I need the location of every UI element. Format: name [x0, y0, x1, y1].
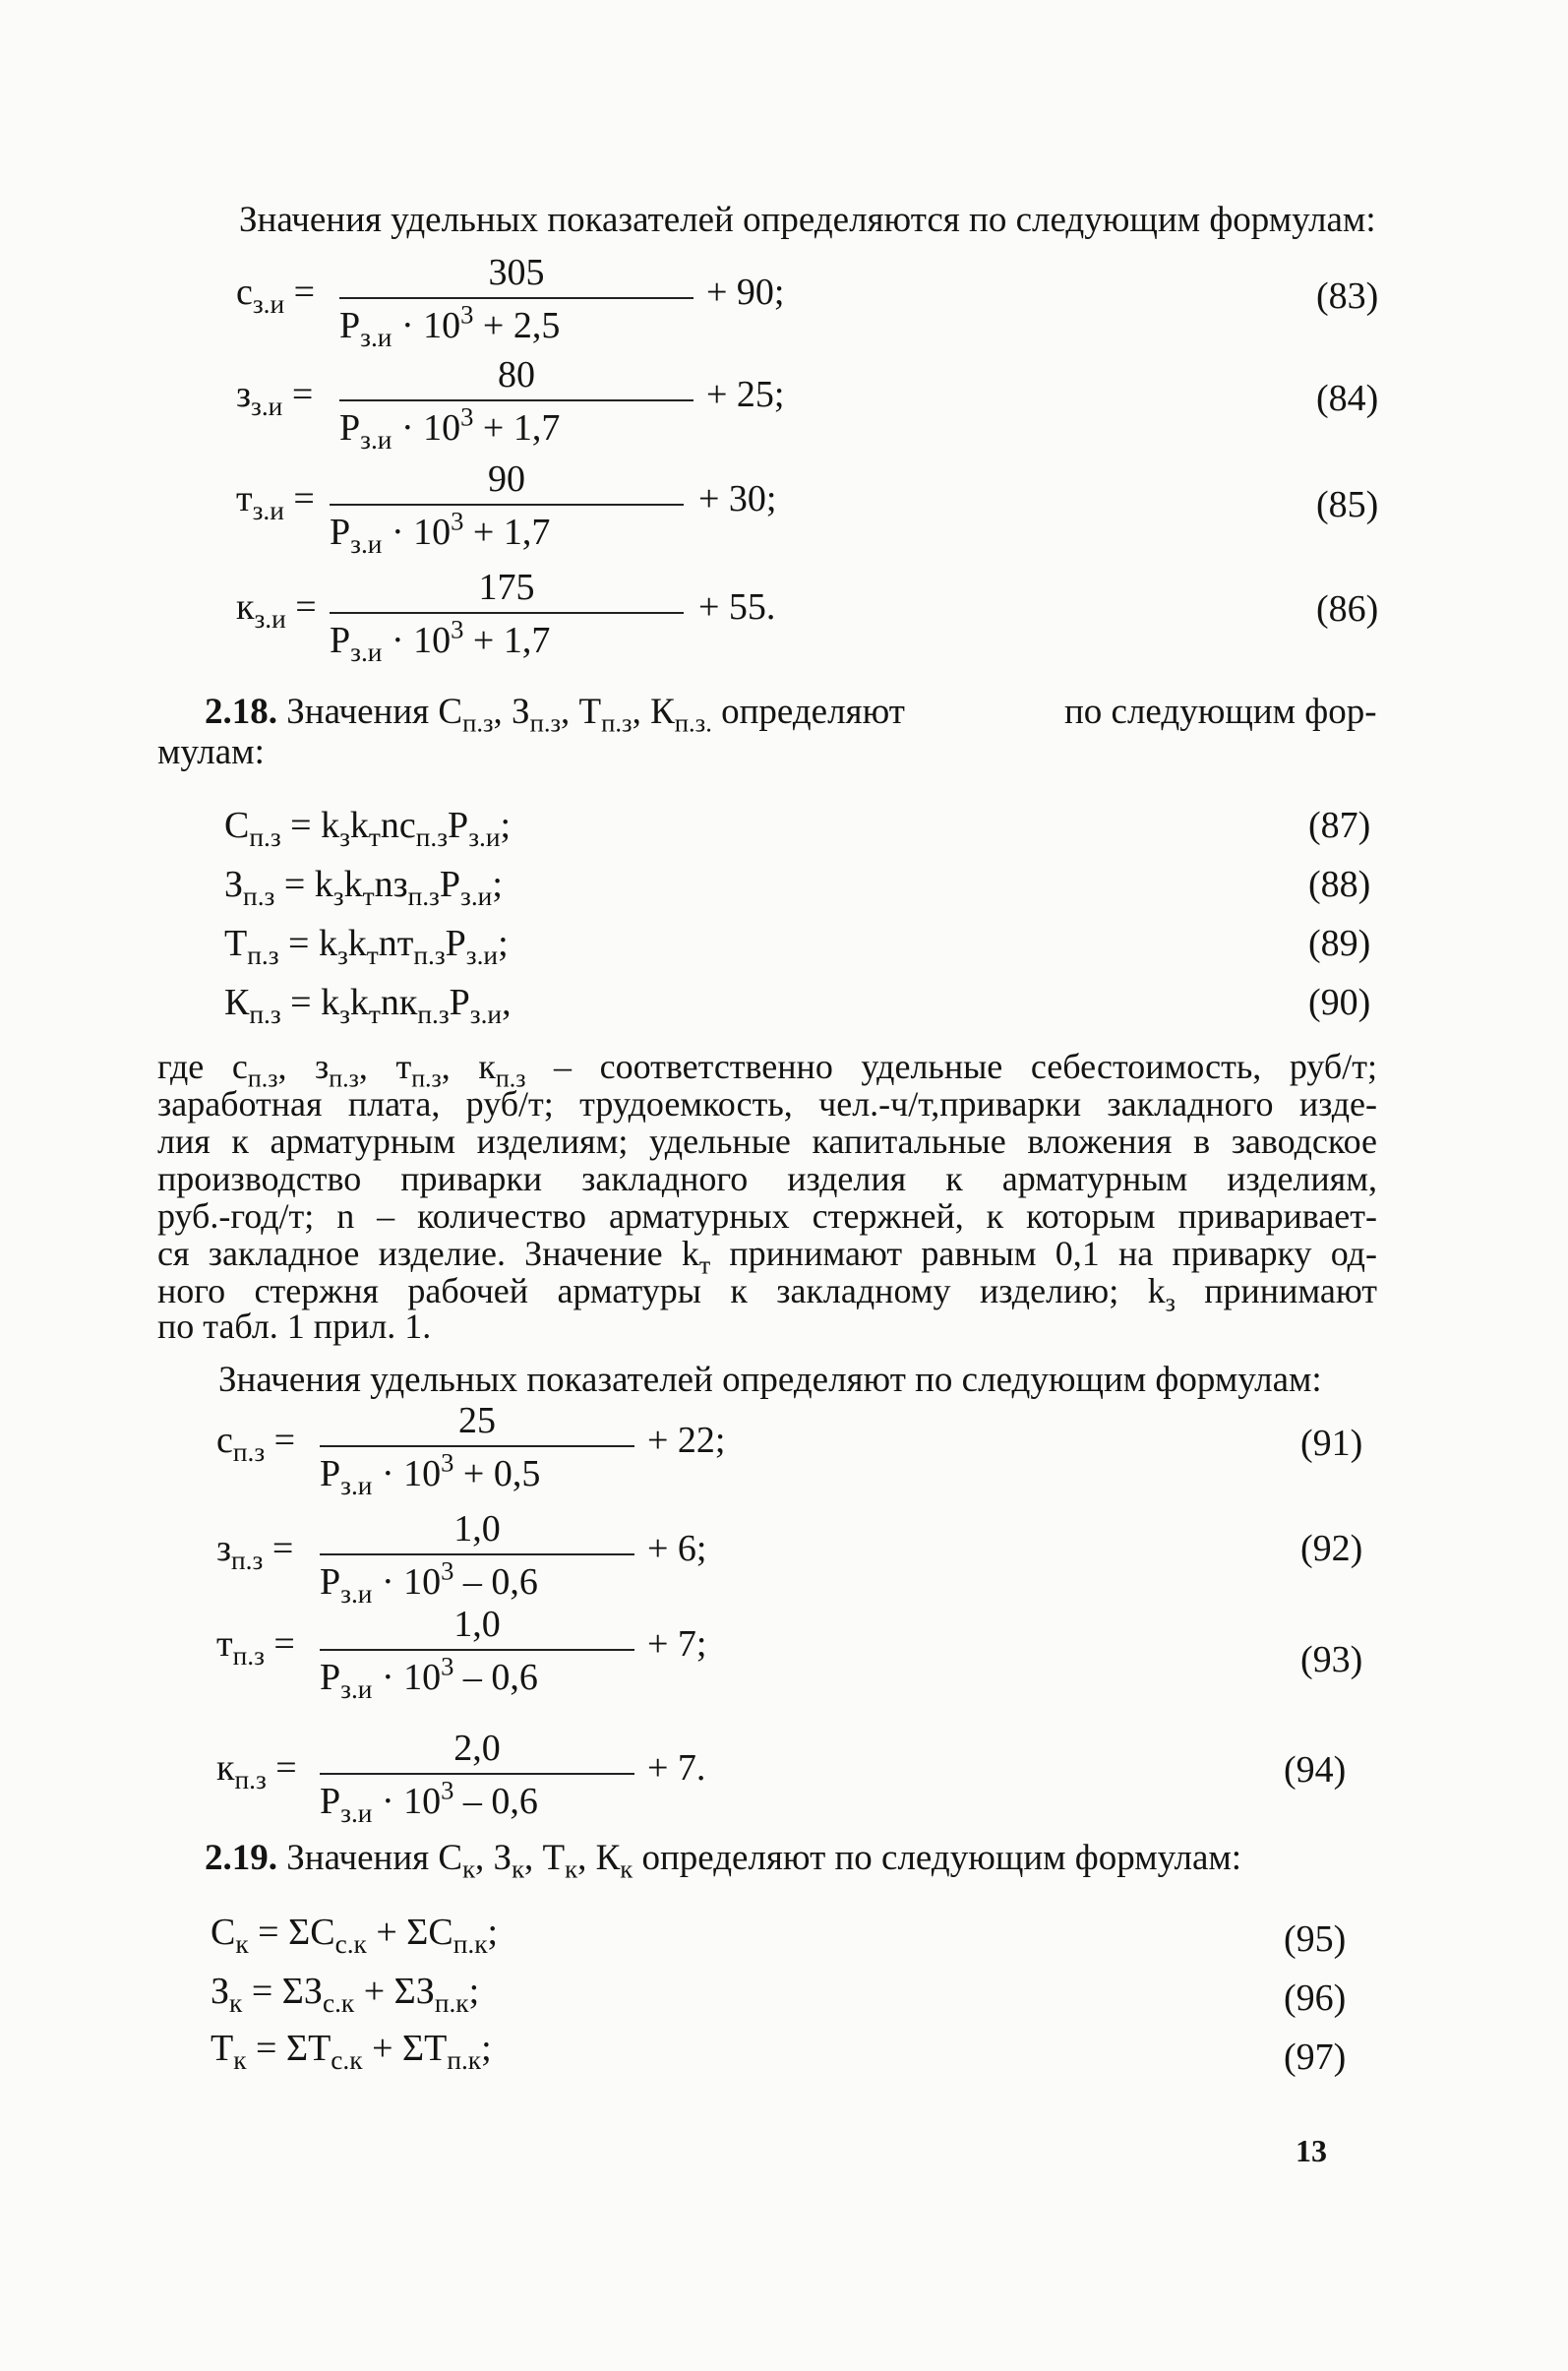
formula-tail: + 25; — [706, 374, 785, 415]
equation-number-96: (96) — [1284, 1977, 1347, 2019]
formula-lhs: $к_{п.з}$ = — [216, 1747, 297, 1794]
fraction-bar — [330, 612, 684, 614]
formula-numerator: 1,0 — [453, 1508, 501, 1550]
formula-tail: + 22; — [647, 1420, 726, 1461]
page-number: 13 — [1296, 2133, 1327, 2168]
equation-number-83: (83) — [1316, 275, 1379, 317]
formula-91 — [216, 1402, 1357, 1510]
formula-lhs: $з_{п.з}$ = — [216, 1528, 294, 1575]
formula-89: $Т_{п.з} = k_зk_тnт_{п.з}Р_{з.и}$; — [224, 923, 509, 970]
formula-83 — [236, 254, 1377, 362]
formula-tail: + 90; — [706, 272, 785, 313]
formula-denominator: $Р_{з.и} \cdot 10^3 + 1,7$ — [330, 506, 551, 559]
formula-tail: + 30; — [698, 478, 777, 519]
formula-93 — [216, 1606, 1357, 1714]
formula-numerator: 305 — [488, 252, 545, 293]
section-2-18-heading-cont: мулам: — [157, 732, 265, 772]
where-line-2: заработная плата, руб/т; трудоемкость, чел.-ч/т,приварки закладного изде- — [157, 1084, 1377, 1124]
fraction-bar — [320, 1553, 634, 1555]
formula-lhs: $с_{п.з}$ = — [216, 1420, 296, 1467]
fraction-bar — [320, 1649, 634, 1651]
formula-numerator: 175 — [478, 567, 535, 608]
formula-84 — [236, 356, 1377, 464]
formula-97: $Т_к = \Sigma Т_{с.к} + \Sigma Т_{п.к}$; — [211, 2028, 492, 2075]
equation-number-89: (89) — [1308, 923, 1371, 964]
formula-numerator: 90 — [488, 458, 525, 500]
fraction-bar — [320, 1773, 634, 1775]
formula-numerator: 25 — [458, 1400, 496, 1441]
fraction-bar — [330, 504, 684, 506]
equation-number-87: (87) — [1308, 805, 1371, 846]
formula-denominator: $Р_{з.и} \cdot 10^3 - 0,6$ — [320, 1555, 538, 1609]
formula-87: $С_{п.з} = k_зk_тnс_{п.з}Р_{з.и}$; — [224, 805, 512, 852]
formula-90: $К_{п.з} = k_зk_тnк_{п.з}Р_{з.и}$, — [224, 982, 512, 1029]
formula-tail: + 6; — [647, 1528, 707, 1569]
equation-number-94: (94) — [1284, 1749, 1347, 1791]
equation-number-97: (97) — [1284, 2037, 1347, 2078]
formula-denominator: $Р_{з.и} \cdot 10^3 - 0,6$ — [320, 1775, 538, 1828]
formula-numerator: 2,0 — [453, 1728, 501, 1769]
where-line-6: ся закладное изделие. Значение $k_т$ принимают равным 0,1 на приварку од- — [157, 1234, 1377, 1280]
formula-lhs: $к_{з.и}$ = — [236, 586, 317, 634]
equation-number-93: (93) — [1300, 1639, 1363, 1680]
where-line-4: производство приварки закладного изделия к арматурным изделиям, — [157, 1159, 1377, 1198]
fraction-bar — [320, 1445, 634, 1447]
where-line-5: руб.-год/т; n – количество арматурных стержней, к которым приваривает- — [157, 1196, 1377, 1236]
where-line-7: ного стержня рабочей арматуры к закладному изделию; $k_з$ принимают — [157, 1271, 1377, 1317]
equation-number-88: (88) — [1308, 864, 1371, 905]
formula-denominator: $Р_{з.и} \cdot 10^3 + 1,7$ — [330, 614, 551, 667]
formula-95: $С_к = \Sigma С_{с.к} + \Sigma С_{п.к}$; — [211, 1912, 499, 1959]
intro-paragraph-2: Значения удельных показателей определяют по следующим формулам: — [218, 1360, 1322, 1400]
formula-lhs: $з_{з.и}$ = — [236, 374, 314, 421]
fraction-bar — [339, 297, 694, 299]
formula-lhs: $с_{з.и}$ = — [236, 272, 316, 319]
section-number: 2.18. — [205, 692, 277, 732]
formula-numerator: 80 — [498, 354, 535, 395]
intro-paragraph-1: Значения удельных показателей определяются по следующим формулам: — [239, 200, 1376, 240]
where-line-1: где $с_{п.з}$, $з_{п.з}$, $т_{п.з}$, $к_{п.з}$ – соответственно удельные себестоимость, руб/т; — [157, 1047, 1377, 1093]
formula-tail: + 7; — [647, 1623, 707, 1665]
equation-number-84: (84) — [1316, 378, 1379, 419]
formula-denominator: $Р_{з.и} \cdot 10^3 + 2,5$ — [339, 299, 561, 352]
where-line-3: лия к арматурным изделиям; удельные капитальные вложения в заводское — [157, 1122, 1377, 1161]
formula-lhs: $т_{з.и}$ = — [236, 478, 315, 525]
section-number: 2.19. — [205, 1838, 277, 1878]
formula-92 — [216, 1510, 1357, 1618]
equation-number-85: (85) — [1316, 484, 1379, 525]
formula-85 — [236, 460, 1377, 569]
equation-number-86: (86) — [1316, 588, 1379, 630]
section-2-19-heading: 2.19. Значения $С_к$, $З_к$, $Т_к$, $К_к$ определяют по следующим формулам: — [205, 1838, 1242, 1884]
formula-denominator: $Р_{з.и} \cdot 10^3 + 1,7$ — [339, 401, 561, 455]
section-2-18-heading: 2.18. Значения $С_{п.з}$, $З_{п.з}$, $Т_{п.з}$, $К_{п.з.}$ определяют — [205, 692, 905, 738]
formula-86 — [236, 569, 1377, 677]
equation-number-91: (91) — [1300, 1423, 1363, 1464]
section-2-18-heading-end: по следующим фор- — [1064, 692, 1377, 732]
formula-88: $З_{п.з} = k_зk_тnз_{п.з}Р_{з.и}$; — [224, 864, 503, 911]
formula-tail: + 7. — [647, 1747, 706, 1789]
where-line-8: по табл. 1 прил. 1. — [157, 1307, 432, 1346]
equation-number-90: (90) — [1308, 982, 1371, 1023]
formula-94 — [216, 1730, 1357, 1838]
equation-number-95: (95) — [1284, 1918, 1347, 1960]
formula-lhs: $т_{п.з}$ = — [216, 1623, 295, 1671]
formula-denominator: $Р_{з.и} \cdot 10^3 - 0,6$ — [320, 1651, 538, 1704]
equation-number-92: (92) — [1300, 1528, 1363, 1569]
formula-numerator: 1,0 — [453, 1604, 501, 1645]
formula-96: $З_к = \Sigma З_{с.к} + \Sigma З_{п.к}$; — [211, 1971, 480, 2018]
formula-denominator: $Р_{з.и} \cdot 10^3 + 0,5$ — [320, 1447, 541, 1500]
fraction-bar — [339, 399, 694, 401]
formula-tail: + 55. — [698, 586, 776, 628]
